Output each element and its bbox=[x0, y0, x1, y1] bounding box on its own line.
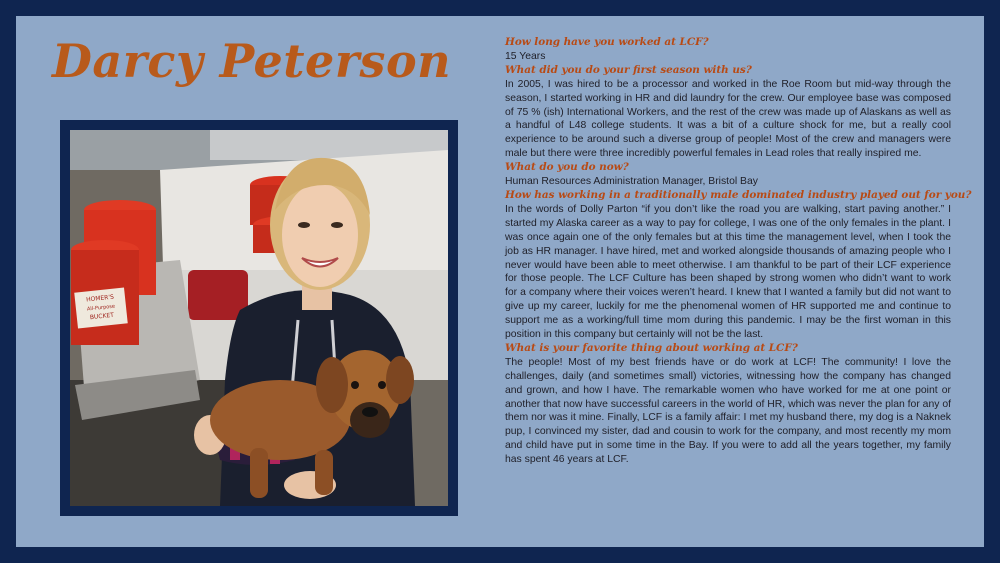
answer-5: The people! Most of my best friends have or do work at LCF! The community! I love the challenges, daily (and sometimes small) victories, witnessing how the company has changed and grown, and how I have. The remarkable women who have worked for me at one point or another that now have successful careers in the world of HR, which was never the plan for any of them nor was it mine. Finally, LCF is a family affair: I met my husband there, my dog is a Naknek pup, I convinced my sister, dad and cousin to work for the company, and most recently my mom and child have put in some time in the Bay. If you were to add all the years together, my family has spent 46 years at LCF. bbox=[505, 356, 951, 466]
bucket-label-line3: BUCKET bbox=[89, 311, 115, 322]
portrait-photo bbox=[70, 130, 448, 506]
answer-4: In the words of Dolly Parton “if you don’t like the road you are walking, start paving another.” I started my Alaska career as a way to pay for college, I was one of the only females in the plant. I was once again one of the only females but at this time the management level, when I took the job as HR manager. I have hired, met and worked alongside thousands of amazing people who I never would have been able to meet otherwise. I am thankful to be part of their LCF experience for those people. The LCF Culture has been shaped by strong women who didn’t want to work for a company where their voices weren’t heard. I knew that I wanted a family but did not want to give up my career, luckily for me the phenomenal women of HR supported me and continue to support me as a working/full time mom during this pandemic. I may be the first woman in this position in this company but certainly will not be the last. bbox=[505, 203, 951, 341]
answer-2: In 2005, I was hired to be a processor and worked in the Roe Room but mid-way through the season, I started working in HR and did laundry for the crew. Our employee base was composed of 75 % (ish) International Workers, and the rest of the crew was made up of Alaskans as well as a handful of L48 college students. It was a bit of a culture shock for me, but a really cool experience to be around such a diverse group of people! Most of the crew and managers were male but there were three incredibly powerful females in Lead roles that really inspired me. bbox=[505, 78, 951, 160]
photo-frame bbox=[60, 120, 458, 516]
qa-content bbox=[505, 36, 972, 467]
bucket-label-line1: HOMER'S bbox=[85, 293, 115, 304]
question-3: What do you do now? bbox=[505, 161, 629, 174]
answer-3: Human Resources Administration Manager, Bristol Bay bbox=[505, 176, 758, 188]
question-2: What did you do your first season with us? bbox=[505, 63, 752, 76]
person-name: Darcy Peterson bbox=[52, 34, 452, 88]
question-4: How has working in a traditionally male dominated industry played out for you? bbox=[505, 188, 972, 201]
question-5: What is your favorite thing about working at LCF? bbox=[505, 341, 798, 354]
profile-slide bbox=[16, 16, 984, 547]
bucket-label-line2: All-Purpose bbox=[86, 303, 116, 313]
question-1: How long have you worked at LCF? bbox=[505, 36, 709, 48]
answer-1: 15 Years bbox=[505, 50, 546, 62]
portrait-illustration bbox=[70, 130, 448, 506]
